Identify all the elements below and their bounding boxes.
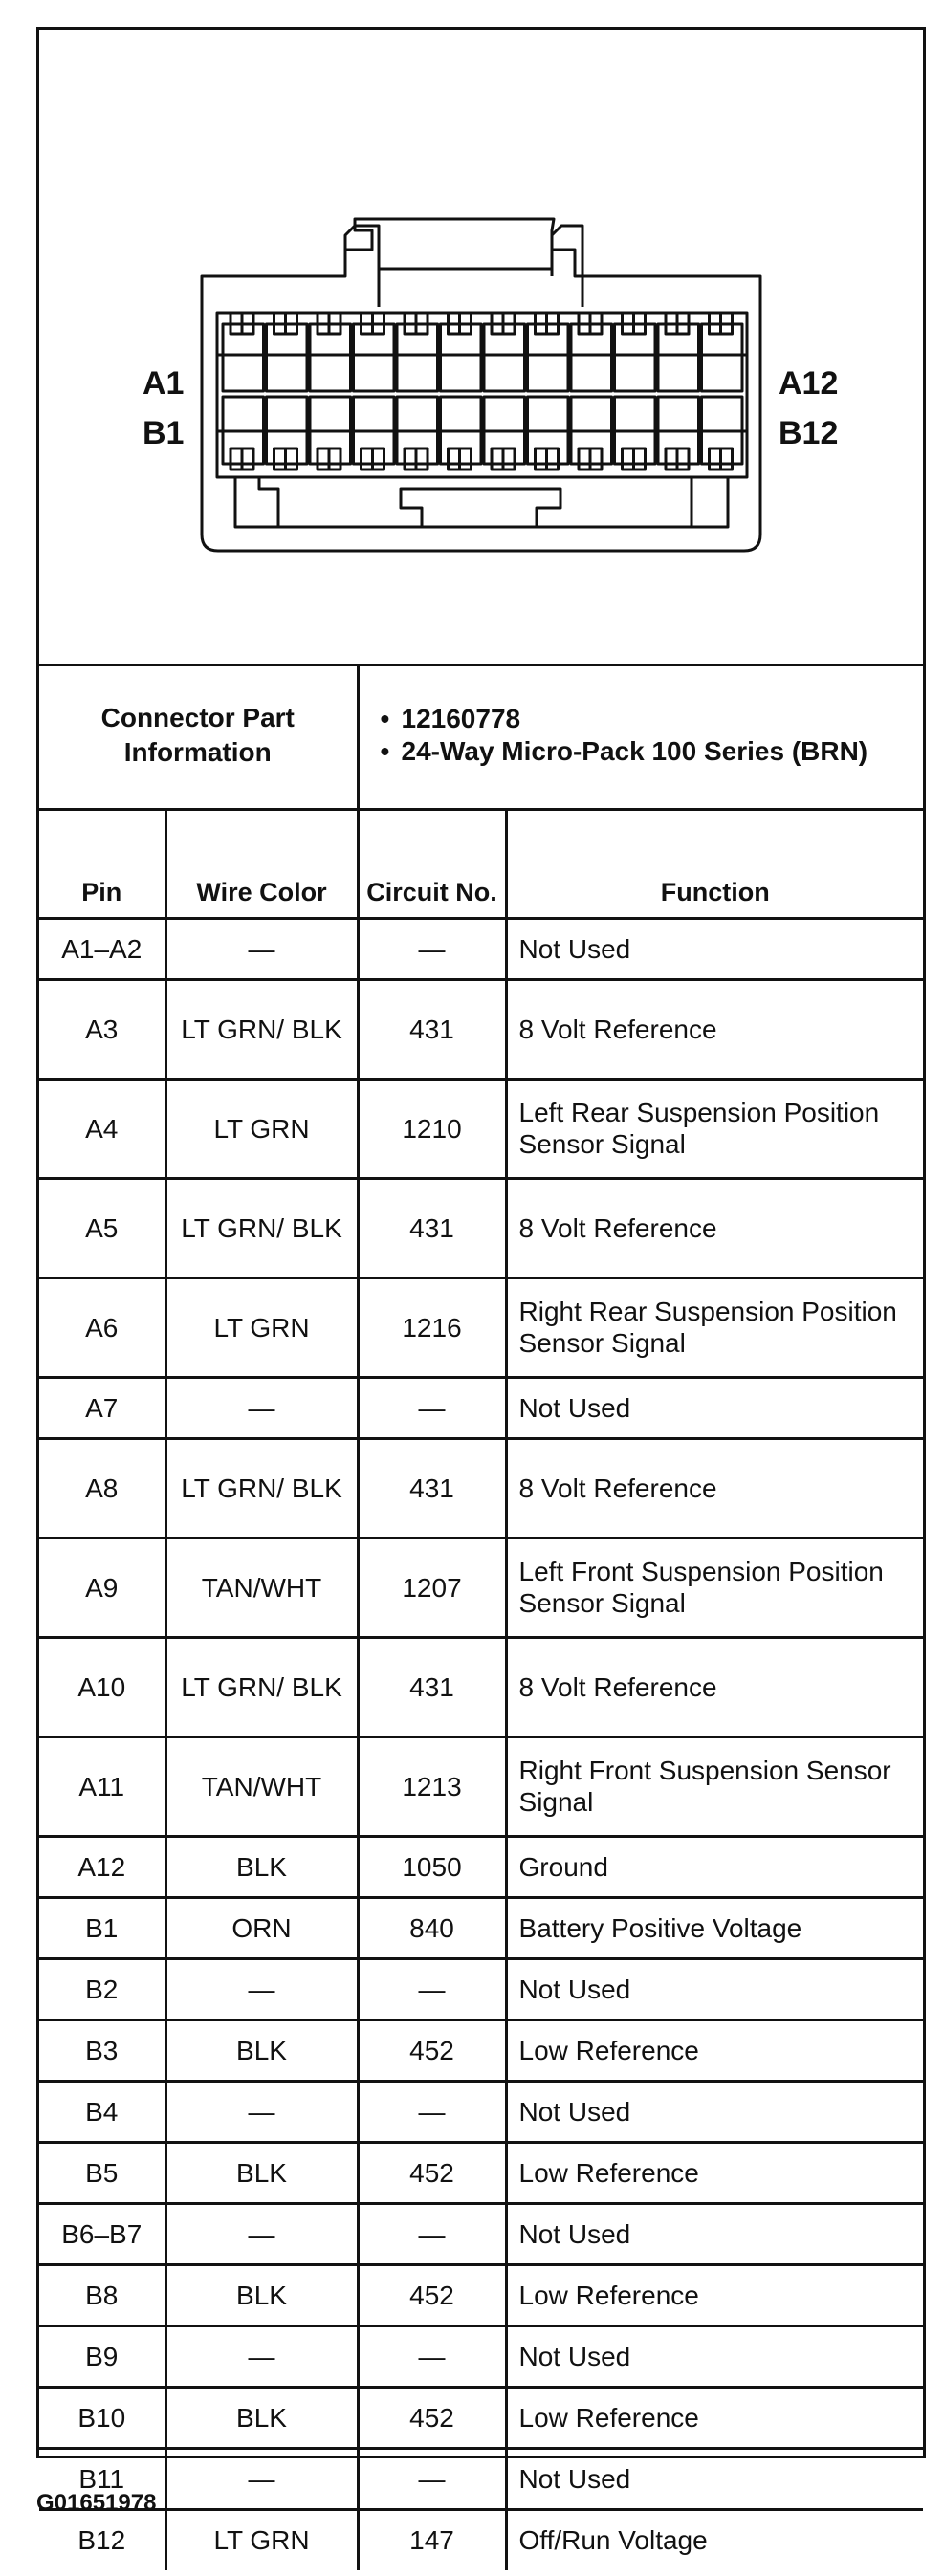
- table-row: [39, 2081, 923, 2142]
- table-row: [39, 1836, 923, 1897]
- pin-label-a12: A12: [779, 365, 839, 402]
- pin-cell: B5: [39, 2142, 165, 2203]
- table-row: [39, 1538, 923, 1637]
- table-row: [39, 918, 923, 979]
- circuit-no-cell: 452: [358, 2142, 506, 2203]
- part-info-list: [358, 664, 923, 809]
- pin-cell: B9: [39, 2325, 165, 2387]
- header-row: [39, 809, 923, 918]
- circuit-no-cell: —: [358, 2203, 506, 2264]
- pin-cell: B11: [39, 2448, 165, 2509]
- connector-diagram: [39, 30, 923, 666]
- circuit-no-cell: —: [358, 2448, 506, 2509]
- pin-cell: B4: [39, 2081, 165, 2142]
- lower-right-rib: [692, 477, 728, 527]
- circuit-no-cell: 431: [358, 1178, 506, 1277]
- circuit-no-cell: 1216: [358, 1277, 506, 1377]
- table-row: [39, 979, 923, 1079]
- table-row: [39, 1736, 923, 1836]
- function-cell: Off/Run Voltage: [506, 2509, 923, 2570]
- part-info-item: • 12160778: [380, 704, 521, 734]
- function-cell: Not Used: [506, 2325, 923, 2387]
- wire-color-cell: —: [165, 2325, 358, 2387]
- circuit-no-cell: 431: [358, 1438, 506, 1538]
- function-cell: Not Used: [506, 2081, 923, 2142]
- pin-label-a1: A1: [143, 365, 185, 402]
- part-number: 12160778: [401, 704, 521, 734]
- header-function: Function: [506, 809, 923, 918]
- function-cell: 8 Volt Reference: [506, 1178, 923, 1277]
- pin-cell: A12: [39, 1836, 165, 1897]
- pin-cell: A4: [39, 1079, 165, 1178]
- pin-cell: A9: [39, 1538, 165, 1637]
- wire-color-cell: —: [165, 2448, 358, 2509]
- lower-left-rib: [235, 477, 278, 527]
- function-cell: Not Used: [506, 1958, 923, 2019]
- wire-color-cell: LT GRN: [165, 1079, 358, 1178]
- function-cell: Right Rear Suspension Position Sensor Signal: [506, 1277, 923, 1377]
- pinout-table: [39, 664, 923, 2570]
- table-row: [39, 1897, 923, 1958]
- circuit-no-cell: 147: [358, 2509, 506, 2570]
- pin-cell: B10: [39, 2387, 165, 2448]
- wire-color-cell: LT GRN/ BLK: [165, 1637, 358, 1736]
- wire-color-cell: —: [165, 918, 358, 979]
- pin-cell: A11: [39, 1736, 165, 1836]
- wire-color-cell: ORN: [165, 1897, 358, 1958]
- pin-cell: A3: [39, 979, 165, 1079]
- pin-cell: A7: [39, 1377, 165, 1438]
- wire-color-cell: BLK: [165, 2019, 358, 2081]
- table-row: [39, 2509, 923, 2570]
- function-cell: 8 Volt Reference: [506, 979, 923, 1079]
- circuit-no-cell: 1213: [358, 1736, 506, 1836]
- wire-color-cell: LT GRN/ BLK: [165, 1438, 358, 1538]
- circuit-no-cell: 431: [358, 979, 506, 1079]
- table-row: [39, 2387, 923, 2448]
- header-pin: Pin: [39, 809, 165, 918]
- circuit-no-cell: 1207: [358, 1538, 506, 1637]
- wire-color-cell: BLK: [165, 2264, 358, 2325]
- table-row: [39, 1277, 923, 1377]
- function-cell: Battery Positive Voltage: [506, 1897, 923, 1958]
- wire-color-cell: LT GRN: [165, 2509, 358, 2570]
- function-cell: Not Used: [506, 2448, 923, 2509]
- wire-color-cell: LT GRN/ BLK: [165, 979, 358, 1079]
- pin-cell: A5: [39, 1178, 165, 1277]
- pin-cell: B6–B7: [39, 2203, 165, 2264]
- right-latch: [552, 226, 582, 307]
- pin-cell: B12: [39, 2509, 165, 2570]
- function-cell: Left Rear Suspension Position Sensor Signal: [506, 1079, 923, 1178]
- table-row: [39, 1958, 923, 2019]
- circuit-no-cell: —: [358, 1377, 506, 1438]
- function-cell: Not Used: [506, 918, 923, 979]
- pin-cell: B3: [39, 2019, 165, 2081]
- pin-cell: B8: [39, 2264, 165, 2325]
- function-cell: 8 Volt Reference: [506, 1637, 923, 1736]
- header-wire-color: Wire Color: [165, 809, 358, 918]
- part-info-row: [39, 664, 923, 809]
- wire-color-cell: TAN/WHT: [165, 1736, 358, 1836]
- table-row: [39, 2448, 923, 2509]
- pin-cell: A1–A2: [39, 918, 165, 979]
- part-info-item: • 24-Way Micro-Pack 100 Series (BRN): [380, 736, 868, 767]
- circuit-no-cell: 431: [358, 1637, 506, 1736]
- circuit-no-cell: 1050: [358, 1836, 506, 1897]
- circuit-no-cell: 452: [358, 2264, 506, 2325]
- wire-color-cell: —: [165, 2081, 358, 2142]
- wire-color-cell: —: [165, 1377, 358, 1438]
- key-slot: [401, 489, 560, 527]
- pin-cell: B1: [39, 1897, 165, 1958]
- pin-label-b12: B12: [779, 415, 839, 451]
- table-row: [39, 2142, 923, 2203]
- function-cell: 8 Volt Reference: [506, 1438, 923, 1538]
- table-row: [39, 1079, 923, 1178]
- wire-color-cell: —: [165, 1958, 358, 2019]
- pin-cell: A8: [39, 1438, 165, 1538]
- table-row: [39, 2325, 923, 2387]
- circuit-no-cell: —: [358, 2081, 506, 2142]
- function-cell: Ground: [506, 1836, 923, 1897]
- circuit-no-cell: —: [358, 1958, 506, 2019]
- wire-color-cell: TAN/WHT: [165, 1538, 358, 1637]
- circuit-no-cell: 452: [358, 2387, 506, 2448]
- wire-color-cell: BLK: [165, 2387, 358, 2448]
- part-info-title: Connector Part Information: [39, 664, 358, 809]
- table-row: [39, 2264, 923, 2325]
- function-cell: Low Reference: [506, 2019, 923, 2081]
- wire-color-cell: LT GRN/ BLK: [165, 1178, 358, 1277]
- function-cell: Low Reference: [506, 2264, 923, 2325]
- function-cell: Not Used: [506, 2203, 923, 2264]
- circuit-no-cell: 1210: [358, 1079, 506, 1178]
- pin-cell: A10: [39, 1637, 165, 1736]
- table-row: [39, 1637, 923, 1736]
- table-row: [39, 2019, 923, 2081]
- left-latch: [345, 226, 379, 307]
- wire-color-cell: BLK: [165, 2142, 358, 2203]
- function-cell: Low Reference: [506, 2142, 923, 2203]
- table-row: [39, 1178, 923, 1277]
- pin-label-b1: B1: [143, 415, 185, 451]
- function-cell: Right Front Suspension Sensor Signal: [506, 1736, 923, 1836]
- wire-color-cell: BLK: [165, 1836, 358, 1897]
- table-row: [39, 1438, 923, 1538]
- connector-type: 24-Way Micro-Pack 100 Series (BRN): [401, 736, 868, 767]
- pin-cell: B2: [39, 1958, 165, 2019]
- wire-color-cell: —: [165, 2203, 358, 2264]
- table-row: [39, 1377, 923, 1438]
- wire-color-cell: LT GRN: [165, 1277, 358, 1377]
- table-row: [39, 2203, 923, 2264]
- circuit-no-cell: 452: [358, 2019, 506, 2081]
- function-cell: Low Reference: [506, 2387, 923, 2448]
- figure-code: G01651978: [36, 2490, 157, 2516]
- function-cell: Not Used: [506, 1377, 923, 1438]
- circuit-no-cell: —: [358, 918, 506, 979]
- function-cell: Left Front Suspension Position Sensor Signal: [506, 1538, 923, 1637]
- pin-cell: A6: [39, 1277, 165, 1377]
- connector-face-drawing: [39, 30, 923, 664]
- header-circuit-no: Circuit No.: [358, 809, 506, 918]
- circuit-no-cell: 840: [358, 1897, 506, 1958]
- circuit-no-cell: —: [358, 2325, 506, 2387]
